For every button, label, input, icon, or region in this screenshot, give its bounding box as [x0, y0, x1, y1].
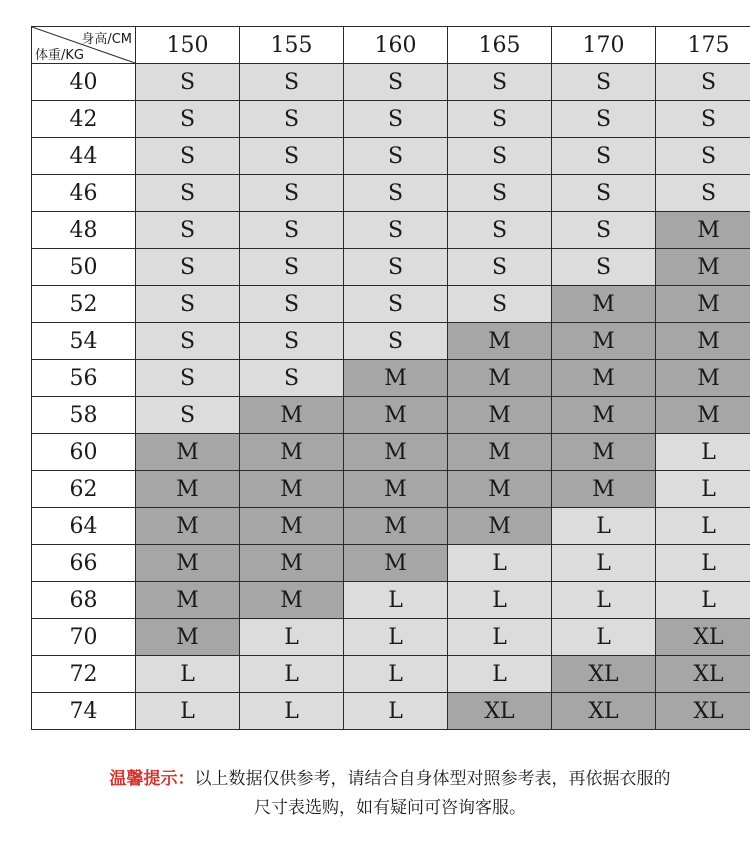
tip-line-1: [40, 765, 740, 794]
weight-cell: 48: [32, 212, 136, 249]
size-cell: L: [344, 619, 448, 656]
size-cell: L: [656, 471, 750, 508]
height-header-cell: 175: [656, 27, 750, 64]
table-row: [32, 656, 750, 693]
size-cell: S: [240, 175, 344, 212]
size-cell: L: [552, 545, 656, 582]
size-cell: M: [552, 360, 656, 397]
size-cell: M: [552, 397, 656, 434]
table-row: [32, 249, 750, 286]
size-cell: S: [448, 101, 552, 138]
size-cell: M: [344, 545, 448, 582]
table-row: [32, 545, 750, 582]
size-cell: M: [136, 471, 240, 508]
size-cell: S: [448, 175, 552, 212]
size-cell: L: [344, 656, 448, 693]
size-cell: S: [552, 249, 656, 286]
size-cell: S: [344, 323, 448, 360]
weight-cell: 58: [32, 397, 136, 434]
weight-cell: 40: [32, 64, 136, 101]
size-cell: XL: [656, 619, 750, 656]
height-header-cell: 160: [344, 27, 448, 64]
table-row: [32, 212, 750, 249]
size-cell: S: [344, 212, 448, 249]
size-cell: XL: [552, 693, 656, 730]
size-cell: S: [136, 212, 240, 249]
size-cell: M: [552, 323, 656, 360]
size-cell: M: [448, 397, 552, 434]
weight-cell: 54: [32, 323, 136, 360]
weight-cell: 44: [32, 138, 136, 175]
size-cell: S: [344, 101, 448, 138]
size-cell: S: [344, 175, 448, 212]
size-cell: XL: [656, 656, 750, 693]
size-cell: M: [136, 582, 240, 619]
size-cell: L: [136, 693, 240, 730]
size-cell: M: [136, 545, 240, 582]
size-cell: XL: [448, 693, 552, 730]
size-cell: L: [656, 582, 750, 619]
size-cell: S: [136, 138, 240, 175]
table-row: [32, 323, 750, 360]
size-cell: M: [136, 434, 240, 471]
weight-cell: 42: [32, 101, 136, 138]
size-cell: M: [656, 249, 750, 286]
weight-cell: 72: [32, 656, 136, 693]
weight-cell: 62: [32, 471, 136, 508]
size-cell: S: [136, 101, 240, 138]
table-row: [32, 360, 750, 397]
size-cell: S: [552, 64, 656, 101]
size-cell: S: [136, 175, 240, 212]
size-cell: S: [344, 64, 448, 101]
size-cell: S: [552, 175, 656, 212]
size-cell: M: [136, 508, 240, 545]
size-cell: M: [240, 397, 344, 434]
size-cell: M: [448, 471, 552, 508]
table-row: [32, 397, 750, 434]
size-cell: M: [448, 323, 552, 360]
size-cell: S: [136, 249, 240, 286]
height-header-cell: 155: [240, 27, 344, 64]
size-cell: L: [552, 508, 656, 545]
weight-cell: 60: [32, 434, 136, 471]
size-cell: M: [240, 582, 344, 619]
table-row: [32, 286, 750, 323]
size-cell: L: [448, 582, 552, 619]
size-cell: L: [656, 434, 750, 471]
table-row: [32, 64, 750, 101]
table-row: [32, 582, 750, 619]
header-row: [32, 27, 750, 64]
size-cell: S: [240, 212, 344, 249]
size-cell: S: [240, 138, 344, 175]
weight-axis-label: 体重/KG: [35, 48, 84, 63]
size-cell: S: [344, 249, 448, 286]
size-cell: S: [136, 360, 240, 397]
warm-tip: [40, 765, 740, 823]
size-cell: L: [344, 693, 448, 730]
size-cell: L: [448, 545, 552, 582]
size-cell: S: [240, 286, 344, 323]
size-cell: S: [656, 101, 750, 138]
height-header-cell: 165: [448, 27, 552, 64]
size-cell: S: [344, 286, 448, 323]
size-cell: S: [656, 138, 750, 175]
table-row: [32, 619, 750, 656]
weight-cell: 52: [32, 286, 136, 323]
size-cell: M: [240, 434, 344, 471]
weight-cell: 46: [32, 175, 136, 212]
size-cell: S: [552, 101, 656, 138]
size-cell: M: [656, 360, 750, 397]
height-axis-label: 身高/CM: [81, 32, 132, 47]
weight-cell: 50: [32, 249, 136, 286]
size-cell: M: [136, 619, 240, 656]
size-cell: L: [448, 619, 552, 656]
size-cell: S: [240, 101, 344, 138]
size-cell: S: [344, 138, 448, 175]
size-cell: M: [656, 286, 750, 323]
size-cell: M: [240, 471, 344, 508]
size-cell: M: [656, 397, 750, 434]
size-cell: S: [448, 286, 552, 323]
table-row: [32, 101, 750, 138]
size-cell: M: [448, 508, 552, 545]
weight-cell: 56: [32, 360, 136, 397]
size-cell: S: [448, 249, 552, 286]
weight-cell: 66: [32, 545, 136, 582]
size-cell: L: [552, 582, 656, 619]
size-cell: M: [344, 471, 448, 508]
size-cell: L: [552, 619, 656, 656]
size-cell: M: [656, 212, 750, 249]
size-cell: L: [240, 619, 344, 656]
tip-text-1: 以上数据仅供参考，请结合自身体型对照参考表，再依据衣服的: [194, 769, 671, 789]
size-cell: L: [240, 693, 344, 730]
size-cell: L: [448, 656, 552, 693]
size-cell: S: [448, 212, 552, 249]
size-cell: S: [448, 64, 552, 101]
size-cell: M: [240, 545, 344, 582]
size-cell: M: [344, 360, 448, 397]
weight-cell: 68: [32, 582, 136, 619]
size-cell: M: [552, 286, 656, 323]
size-cell: XL: [656, 693, 750, 730]
size-cell: S: [552, 138, 656, 175]
size-cell: L: [344, 582, 448, 619]
size-cell: S: [136, 64, 240, 101]
size-cell: M: [448, 434, 552, 471]
size-cell: M: [344, 397, 448, 434]
height-header-cell: 150: [136, 27, 240, 64]
size-cell: M: [344, 508, 448, 545]
table-row: [32, 693, 750, 730]
size-cell: M: [552, 471, 656, 508]
size-cell: S: [240, 249, 344, 286]
size-chart-table: [31, 26, 750, 730]
table-body: [32, 64, 750, 730]
size-cell: XL: [552, 656, 656, 693]
table-row: [32, 508, 750, 545]
size-cell: S: [656, 175, 750, 212]
size-cell: S: [656, 64, 750, 101]
size-cell: L: [656, 508, 750, 545]
size-cell: L: [240, 656, 344, 693]
size-cell: S: [448, 138, 552, 175]
table-row: [32, 434, 750, 471]
size-cell: S: [240, 360, 344, 397]
table-row: [32, 138, 750, 175]
height-header-cell: 170: [552, 27, 656, 64]
size-cell: S: [240, 323, 344, 360]
weight-cell: 70: [32, 619, 136, 656]
size-cell: L: [656, 545, 750, 582]
tip-line-2: 尺寸表选购，如有疑问可咨询客服。: [254, 798, 526, 818]
table-row: [32, 471, 750, 508]
tip-label: 温馨提示：: [109, 769, 195, 789]
size-cell: S: [136, 286, 240, 323]
size-cell: S: [552, 212, 656, 249]
size-cell: M: [552, 434, 656, 471]
corner-cell: [32, 27, 136, 64]
weight-cell: 64: [32, 508, 136, 545]
size-cell: L: [136, 656, 240, 693]
table-row: [32, 175, 750, 212]
size-cell: M: [240, 508, 344, 545]
size-cell: M: [656, 323, 750, 360]
size-cell: M: [448, 360, 552, 397]
size-cell: S: [240, 64, 344, 101]
size-cell: M: [344, 434, 448, 471]
weight-cell: 74: [32, 693, 136, 730]
size-cell: S: [136, 397, 240, 434]
size-cell: S: [136, 323, 240, 360]
